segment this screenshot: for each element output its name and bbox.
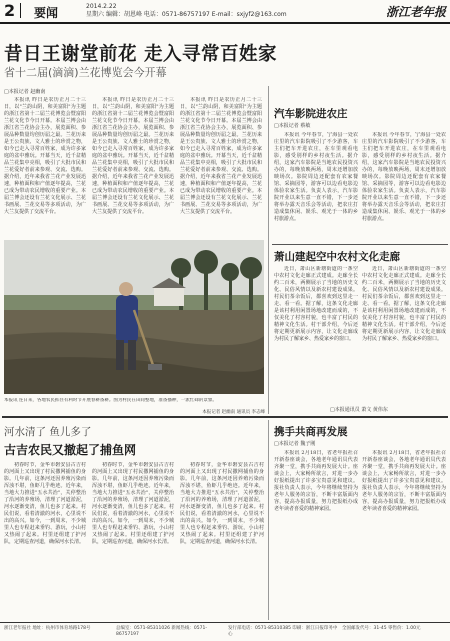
- editor: 编辑：胡恩峰: [105, 11, 142, 18]
- bottom1-body-col3: 初春时节，金华市磐安县古吉村的河面上又出现了村民撒网捕鱼的身影。几年前，这条河还因养殖污染而浑浊不堪，鱼虾几乎绝迹。近年来，当地大力推进"五水共治"，关停整治了沿河的养殖场，清理了河道淤泥，河水逐渐变清，鱼儿也多了起来。村民们说，看着清澈的河水，心里说不出的高兴。如今，一到周末，不少城里人也专程赶来垂钓、游玩，小山村又热闹了起来。村里还组建了护河队，定期巡查河道，确保河水长清。: [180, 462, 264, 545]
- footer: [0, 622, 450, 641]
- footer-cell: 浙江老年报社 地址：杭州市体育场路178号: [4, 626, 91, 631]
- farm-photo-caption: 本报讯 连日来，各地农民抓住有利时节开展春耕备耕。图为村民在田间整地，准备播种，一派忙碌的景象。: [4, 398, 217, 403]
- lead-body-col1: 本报讯 昨日是农历正月二十三日，以"兰韵山阴，和美富阳"为主题的浙江省第十二届兰花博览会暨富阳兰花文化节今日开幕。本届兰博会由浙江省兰花协会主办，展览面积、参展品种数量均创历届之最。兰花历来是王公贵族、文人雅士的珍赏之物，如今已走入寻常百姓家，成为许多家庭的盆中雅玩。开幕当天，近千盆精品兰花集中亮相，吸引了大批市民和兰花爱好者前来参观、交流、选购。据介绍，近年来我省兰花产业发展迅速，种植面积和产值逐年提高，兰花已成为带动农民增收的重要产业。本届兰博会还设有兰花文化展示、兰花书画展、兰花交易等多项活动，为广大兰友提供了交流平台。: [4, 97, 86, 215]
- section-name: 要闻: [34, 6, 59, 20]
- masthead-divider: [20, 3, 21, 18]
- bottom1-body-col2: 初春时节，金华市磐安县古吉村的河面上又出现了村民撒网捕鱼的身影。几年前，这条河还因养殖污染而浑浊不堪，鱼虾几乎绝迹。近年来，当地大力推进"五水共治"，关停整治了沿河的养殖场，清理了河道淤泥，河水逐渐变清，鱼儿也多了起来。村民们说，看着清澈的河水，心里说不出的高兴。如今，一到周末，不少城里人也专程赶来垂钓、游玩，小山村又热闹了起来。村里还组建了护河队，定期巡查河道，确保河水长清。: [92, 462, 174, 545]
- side2-byline: □本报通讯员 萧文 黄伟东: [330, 407, 388, 413]
- side3-byline: □本报记者 魏子刚: [274, 441, 316, 447]
- farm-photo-graphic: [4, 240, 264, 394]
- weekday: 星期六: [86, 11, 105, 18]
- masthead-meta: [86, 3, 287, 19]
- issue-date: 2014.2.22: [86, 3, 117, 10]
- side2-body-col1: 近日，萧山区新塘街道的一条空中农村文化走廊正式建成。走廊全长约二百米，两侧展示了当地的历史文化、民俗风情以及新农村建设成果。村民们茶余饭后，都喜欢到这里走一走、看一看。据了解，这条文化走廊是该村利用闲置场地改建而成的，不仅美化了村容村貌，也丰富了村民的精神文化生活。村干部介绍，今后还将定期更新展示内容，让文化走廊成为村民了解家乡、热爱家乡的窗口。: [274, 266, 358, 342]
- lead-byline: □本报记者 赵幽南: [4, 89, 46, 95]
- bottom1-kicker: 河水清了 鱼儿多了: [4, 426, 92, 438]
- email: E-mail：sxjyf2@163.com: [211, 11, 287, 18]
- section-divider: [2, 416, 448, 418]
- lead-headline: 昔日王谢堂前花 走入寻常百姓家: [4, 44, 277, 65]
- bottom1-title: 古吉农民又撤起了捕鱼网: [4, 443, 137, 457]
- farm-photo: [4, 240, 264, 394]
- side3-body-col1: 本报讯 2月18日，省老年报社召开新春座谈会，各地老年通讯员代表齐聚一堂，携手共商再发展大计。座谈会上，大家畅所欲言，对进一步办好报纸提出了许多宝贵意见和建议。报社负责人表示，今年将继续坚持为老年人服务的宗旨，不断丰富版面内容，提高办报质量，努力把报纸办成老年读者喜爱的精神家园。: [274, 450, 358, 512]
- footer-cell: 总编室：0571-85311026 新闻热线：0571-86757197: [116, 626, 207, 637]
- side3-title: 携手共商再发展: [274, 426, 348, 438]
- lead-body-col2: 本报讯 昨日是农历正月二十三日，以"兰韵山阴，和美富阳"为主题的浙江省第十二届兰花博览会暨富阳兰花文化节今日开幕。本届兰博会由浙江省兰花协会主办，展览面积、参展品种数量均创历届之最。兰花历来是王公贵族、文人雅士的珍赏之物，如今已走入寻常百姓家，成为许多家庭的盆中雅玩。开幕当天，近千盆精品兰花集中亮相，吸引了大批市民和兰花爱好者前来参观、交流、选购。据介绍，近年来我省兰花产业发展迅速，种植面积和产值逐年提高，兰花已成为带动农民增收的重要产业。本届兰博会还设有兰花文化展示、兰花书画展、兰花交易等多项活动，为广大兰友提供了交流平台。: [92, 97, 174, 215]
- side1-title: 汽车影院进农庄: [274, 108, 348, 120]
- paper-name: 浙江老年报: [385, 5, 446, 19]
- lead-subhead: 省十二届(滴滴)兰花博览会今开幕: [4, 66, 167, 79]
- side-divider-1: [272, 244, 448, 245]
- side3-body-col2: 本报讯 2月18日，省老年报社召开新春座谈会，各地老年通讯员代表齐聚一堂，携手共商再发展大计。座谈会上，大家畅所欲言，对进一步办好报纸提出了许多宝贵意见和建议。报社负责人表示，今年将继续坚持为老年人服务的宗旨，不断丰富版面内容，提高办报质量，努力把报纸办成老年读者喜爱的精神家园。: [362, 450, 446, 512]
- bottom1-body-col1: 初春时节，金华市磐安县古吉村的河面上又出现了村民撒网捕鱼的身影。几年前，这条河还因养殖污染而浑浊不堪，鱼虾几乎绝迹。近年来，当地大力推进"五水共治"，关停整治了沿河的养殖场，清理了河道淤泥，河水逐渐变清，鱼儿也多了起来。村民们说，看着清澈的河水，心里说不出的高兴。如今，一到周末，不少城里人也专程赶来垂钓、游玩，小山村又热闹了起来。村里还组建了护河队，定期巡查河道，确保河水长清。: [4, 462, 86, 545]
- side2-body-col2: 近日，萧山区新塘街道的一条空中农村文化走廊正式建成。走廊全长约二百米，两侧展示了当地的历史文化、民俗风情以及新农村建设成果。村民们茶余饭后，都喜欢到这里走一走、看一看。据了解，这条文化走廊是该村利用闲置场地改建而成的，不仅美化了村容村貌，也丰富了村民的精神文化生活。村干部介绍，今后还将定期更新展示内容，让文化走廊成为村民了解家乡、热爱家乡的窗口。: [362, 266, 446, 342]
- page-number: 2: [4, 1, 16, 20]
- side1-body-col2: 本报讯 今年春节，宁海县一处农庄里的汽车影院吸引了不少游客，车主们把车开进农庄，在车里观看电影，感受别样的乡村夜生活。据介绍，这家汽车影院是当地农民投资兴办的，每晚放映两场，周末还增加放映场次。影院周边还配套有农家餐馆、采摘园等，游客可以边看电影边体验农家生活。负责人表示，汽车影院开业以来生意一直不错，下一步还将举办露天音乐会等活动，把农庄打造成集休闲、娱乐、观光于一体的乡村旅游点。: [362, 132, 446, 222]
- side1-byline: □本报记者 蔡敏: [274, 123, 311, 129]
- footer-cell: 发行部电话：0571-85310385 印刷：浙江日报印务中心: [228, 626, 338, 637]
- side1-body-col1: 本报讯 今年春节，宁海县一处农庄里的汽车影院吸引了不少游客，车主们把车开进农庄，在车里观看电影，感受别样的乡村夜生活。据介绍，这家汽车影院是当地农民投资兴办的，每晚放映两场，周末还增加放映场次。影院周边还配套有农家餐馆、采摘园等，游客可以边看电影边体验农家生活。负责人表示，汽车影院开业以来生意一直不错，下一步还将举办露天音乐会等活动，把农庄打造成集休闲、娱乐、观光于一体的乡村旅游点。: [274, 132, 358, 222]
- column-divider: [268, 86, 269, 414]
- column-divider-bottom: [268, 420, 269, 620]
- footer-cell: 全国邮发代号：31-45 零售价：1.00元: [342, 626, 421, 631]
- farm-photo-credit: 本报记者 赵幽南 通讯员 李志峰: [202, 410, 265, 415]
- masthead: [0, 0, 450, 24]
- phone: 电话：0571-86757197: [143, 11, 210, 18]
- lead-body-col3: 本报讯 昨日是农历正月二十三日，以"兰韵山阴，和美富阳"为主题的浙江省第十二届兰花博览会暨富阳兰花文化节今日开幕。本届兰博会由浙江省兰花协会主办，展览面积、参展品种数量均创历届之最。兰花历来是王公贵族、文人雅士的珍赏之物，如今已走入寻常百姓家，成为许多家庭的盆中雅玩。开幕当天，近千盆精品兰花集中亮相，吸引了大批市民和兰花爱好者前来参观、交流、选购。据介绍，近年来我省兰花产业发展迅速，种植面积和产值逐年提高，兰花已成为带动农民增收的重要产业。本届兰博会还设有兰花文化展示、兰花书画展、兰花交易等多项活动，为广大兰友提供了交流平台。: [180, 97, 262, 215]
- side2-title: 萧山建起空中农村文化走廊: [274, 251, 400, 263]
